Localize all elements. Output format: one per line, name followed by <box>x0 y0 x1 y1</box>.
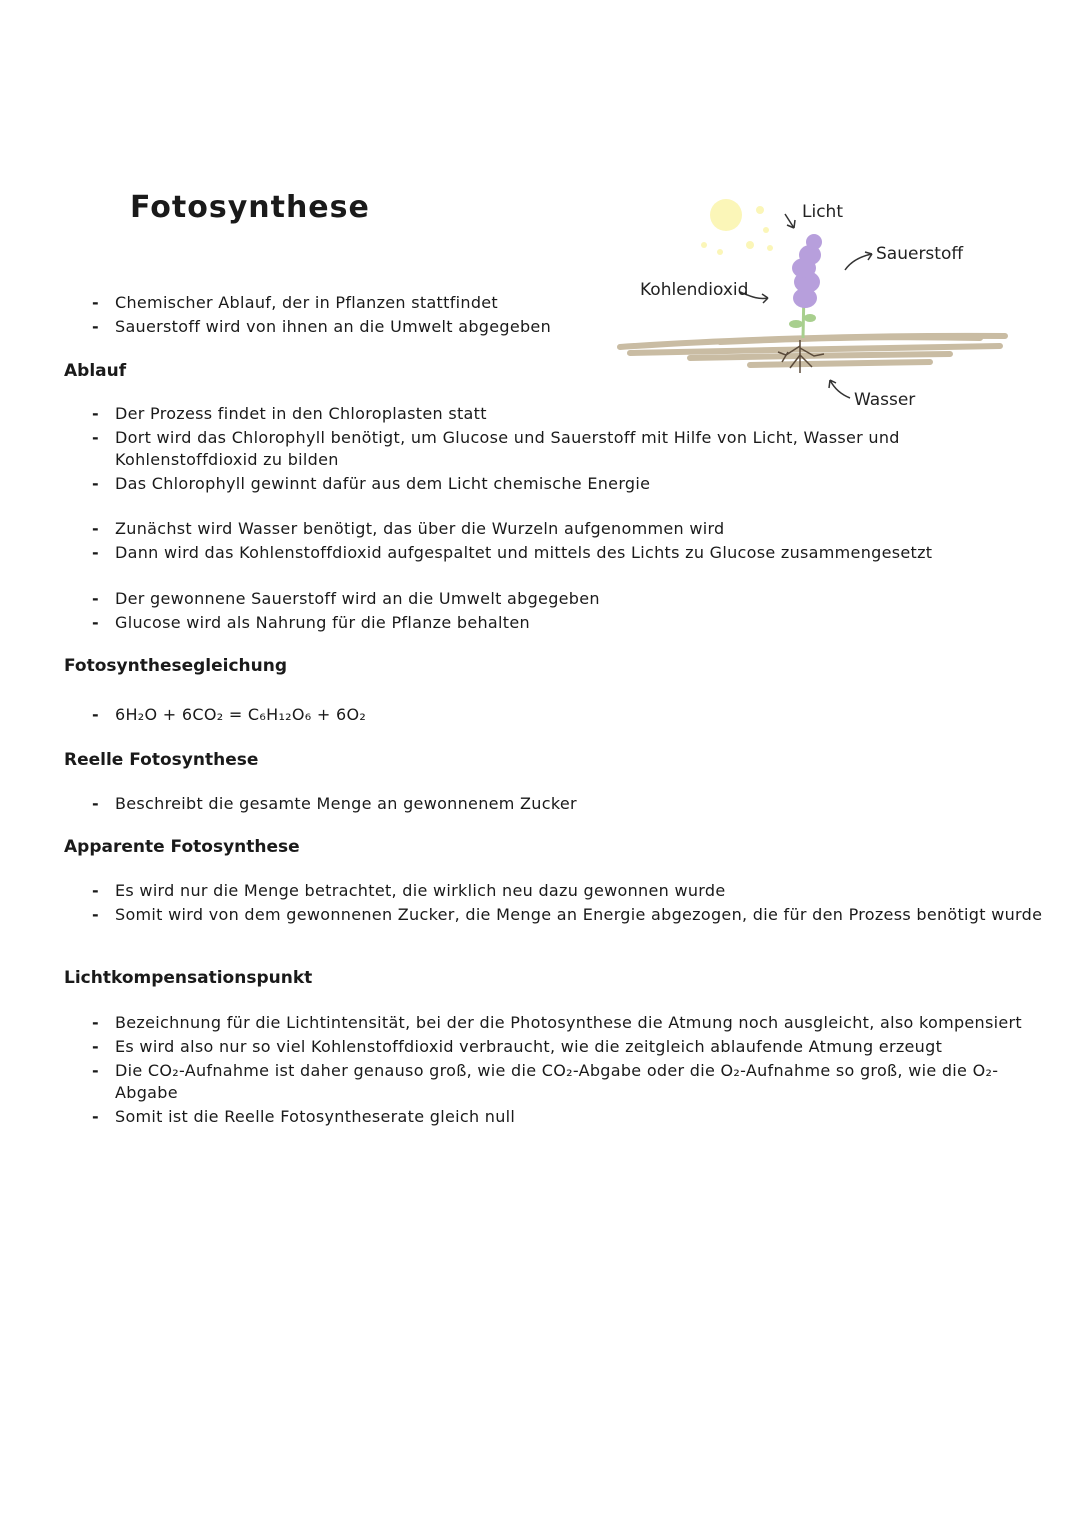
equation: - 6H₂O + 6CO₂ = C₆H₁₂O₆ + 6O₂ <box>64 704 1054 726</box>
plant-drawing <box>600 190 1020 420</box>
apparente-list <box>64 880 1054 928</box>
list-item: - Zunächst wird Wasser benötigt, das über die Wurzeln aufgenommen wird <box>64 518 1054 540</box>
list-item: - Dort wird das Chlorophyll benötigt, um Glucose und Sauerstoff mit Hilfe von Licht, Wasser und Kohlenstoffdioxid zu bilden <box>64 427 964 471</box>
ablauf-group-1 <box>64 403 964 497</box>
list-item: - Sauerstoff wird von ihnen an die Umwelt abgegeben <box>64 316 584 338</box>
apparente-section <box>64 836 1054 858</box>
section-heading: Reelle Fotosynthese <box>64 750 259 770</box>
sun-icon <box>710 199 742 231</box>
section-heading: Apparente Fotosynthese <box>64 837 300 857</box>
list-item: - Bezeichnung für die Lichtintensität, bei der die Photosynthese die Atmung noch ausgleicht, also kompensiert <box>64 1012 1054 1034</box>
leaf <box>789 320 803 328</box>
photosynthesis-illustration <box>600 190 1020 420</box>
page-title: Fotosynthese <box>130 190 370 225</box>
section-heading: Ablauf <box>64 361 127 381</box>
leaf <box>804 314 816 322</box>
ablauf-section <box>64 360 1054 382</box>
list-item: - Dann wird das Kohlenstoffdioxid aufgespaltet und mittels des Lichts zu Glucose zusammengesetzt <box>64 542 1054 564</box>
list-item: - Die CO₂-Aufnahme ist daher genauso groß, wie die CO₂-Abgabe oder die O₂-Aufnahme so groß, wie die O₂-Abgabe <box>64 1060 1054 1104</box>
label-co2: Kohlendioxid <box>640 280 749 300</box>
list-item: - Der Prozess findet in den Chloroplasten statt <box>64 403 964 425</box>
gleichung-section <box>64 655 1054 677</box>
list-item: - Es wird nur die Menge betrachtet, die wirklich neu dazu gewonnen wurde <box>64 880 1054 902</box>
intro-list <box>64 292 584 338</box>
list-item: - Chemischer Ablauf, der in Pflanzen stattfindet <box>64 292 584 314</box>
ablauf-group-3 <box>64 588 1054 636</box>
label-water: Wasser <box>854 390 916 410</box>
list-item: - Es wird also nur so viel Kohlenstoffdioxid verbraucht, wie die zeitgleich ablaufende Atmung erzeugt <box>64 1036 1054 1058</box>
list-item: - Somit ist die Reelle Fotosyntheserate gleich null <box>64 1106 1054 1128</box>
reelle-section <box>64 749 1054 771</box>
label-light: Licht <box>802 202 843 222</box>
flower-icon <box>792 234 822 308</box>
lichtkomp-section <box>64 967 1054 989</box>
lichtkomp-list <box>64 1012 1054 1130</box>
list-item: - Beschreibt die gesamte Menge an gewonnenem Zucker <box>64 793 1054 815</box>
reelle-list <box>64 793 1054 817</box>
label-oxygen: Sauerstoff <box>876 244 964 264</box>
equation-block <box>64 704 1054 728</box>
ablauf-group-2 <box>64 518 1054 566</box>
list-item: - Der gewonnene Sauerstoff wird an die Umwelt abgegeben <box>64 588 1054 610</box>
intro-section <box>64 292 584 340</box>
section-heading: Lichtkompensationspunkt <box>64 968 313 988</box>
list-item: - Somit wird von dem gewonnenen Zucker, die Menge an Energie abgezogen, die für den Prozess benötigt wurde <box>64 904 1054 926</box>
list-item: - Das Chlorophyll gewinnt dafür aus dem Licht chemische Energie <box>64 473 964 495</box>
section-heading: Fotosynthesegleichung <box>64 656 288 676</box>
list-item: - Glucose wird als Nahrung für die Pflanze behalten <box>64 612 1054 634</box>
